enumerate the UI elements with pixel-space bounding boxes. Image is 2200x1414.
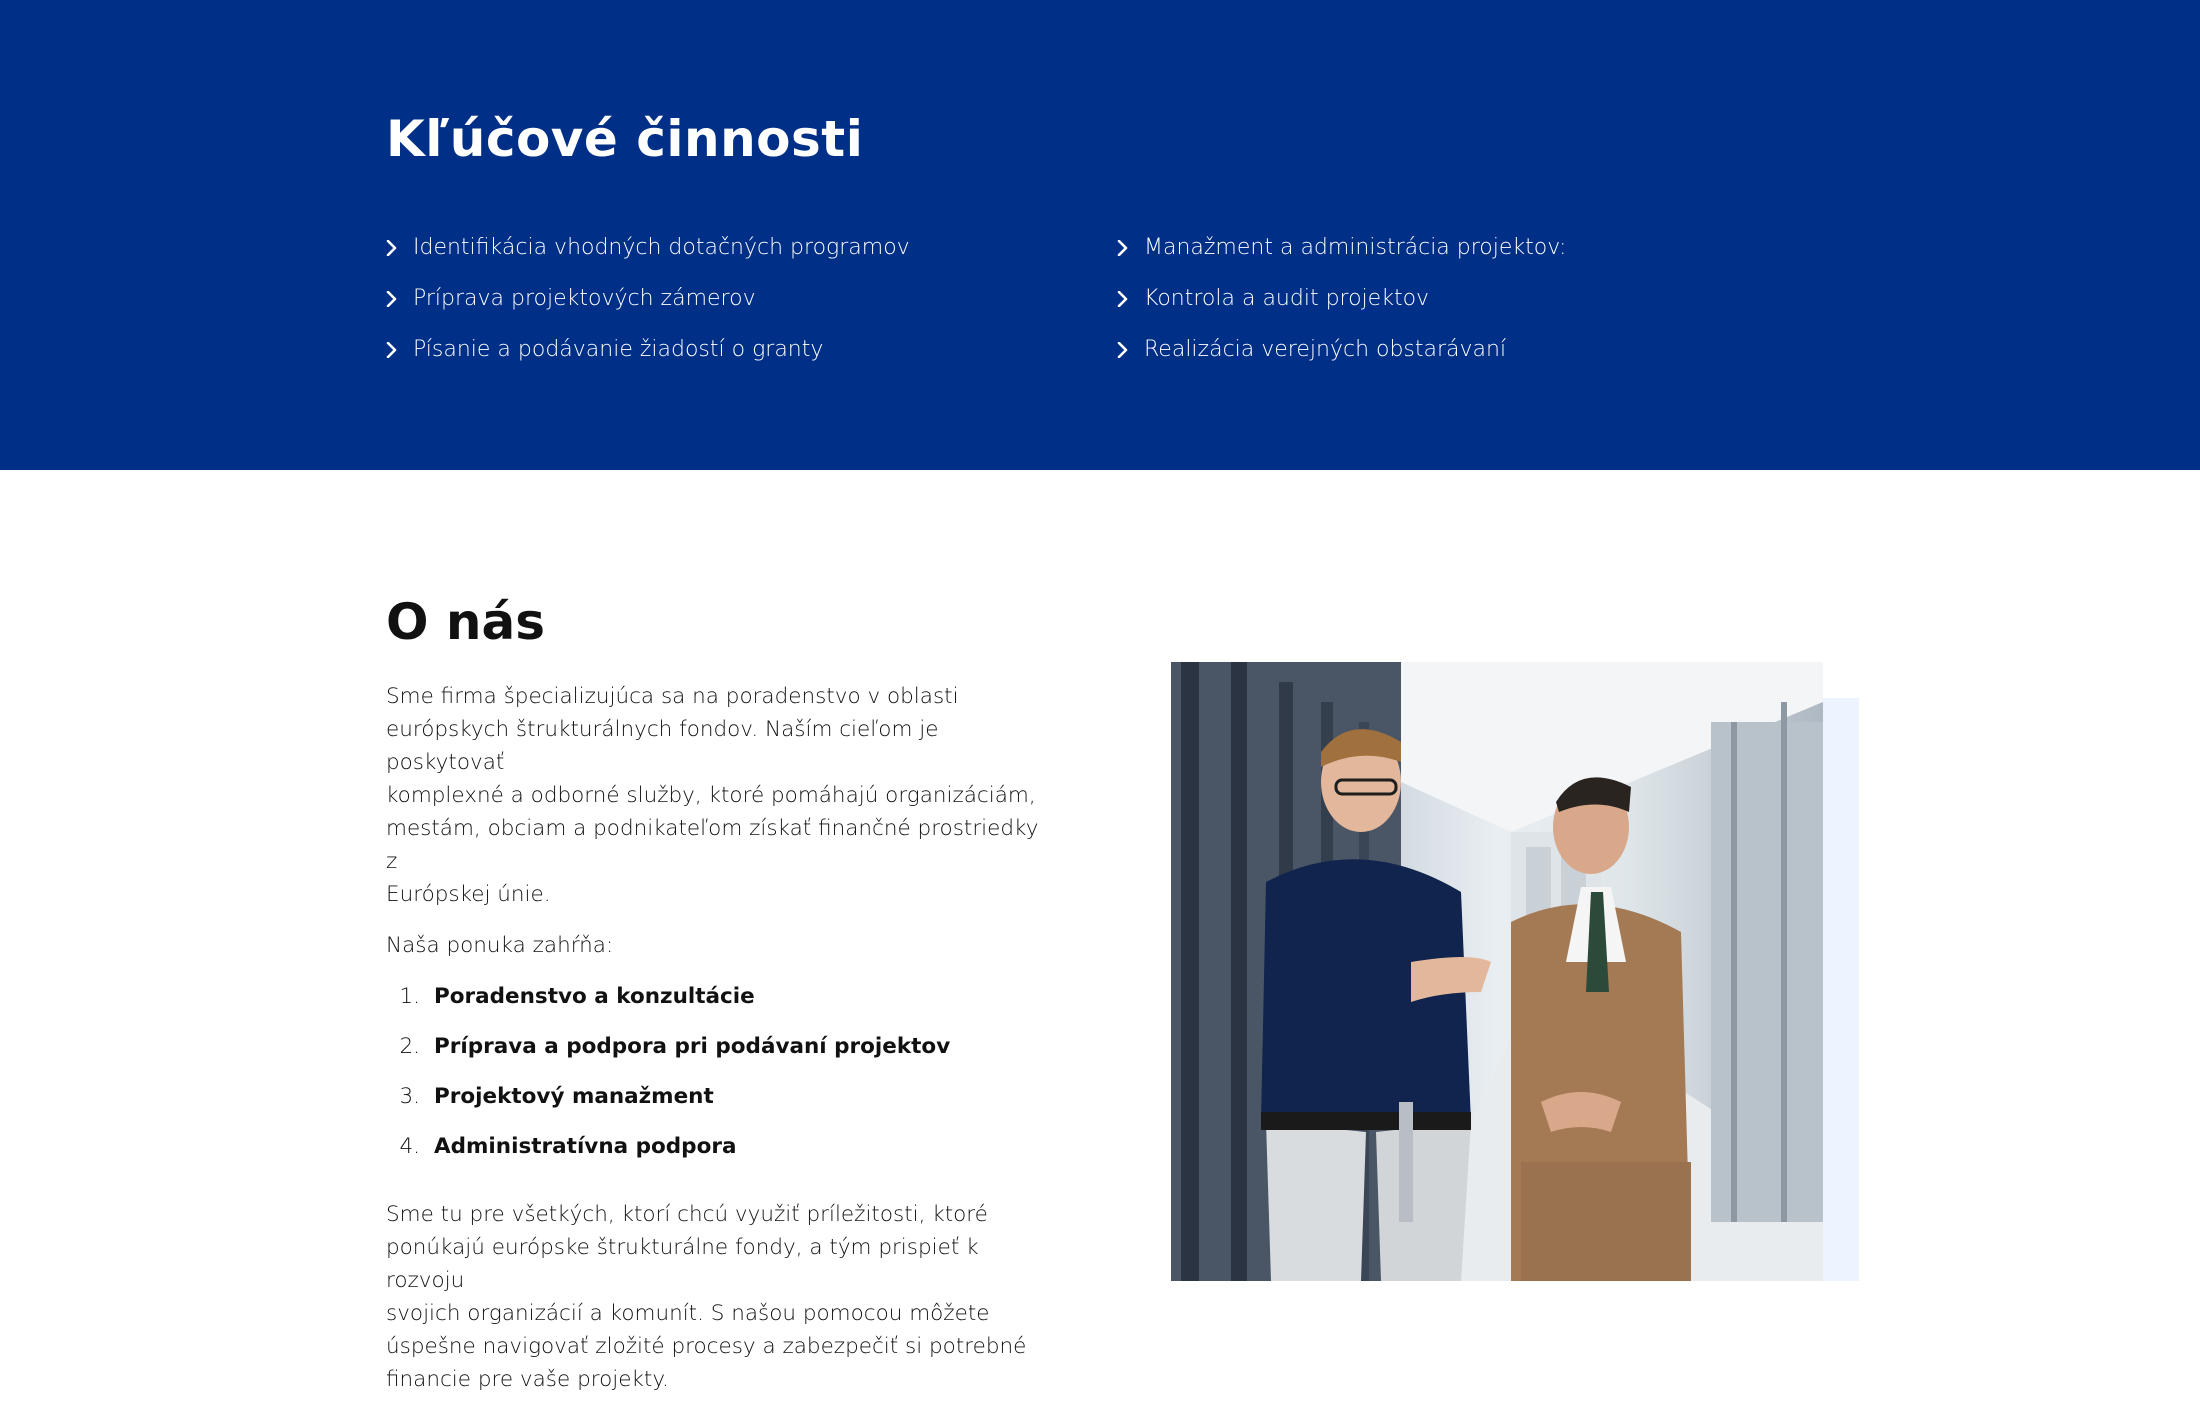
offer-item bbox=[386, 1130, 1046, 1180]
offer-item bbox=[386, 1080, 1046, 1130]
chevron-right-icon bbox=[386, 288, 413, 310]
business-meeting-photo bbox=[1171, 662, 1823, 1281]
key-activities-section bbox=[0, 0, 2200, 470]
offer-number: 3. bbox=[399, 1084, 420, 1109]
activity-item bbox=[1117, 273, 1566, 324]
chevron-right-icon bbox=[1117, 339, 1144, 361]
offer-label: Poradenstvo a konzultácie bbox=[434, 984, 755, 1009]
offer-item bbox=[386, 1030, 1046, 1080]
activity-item bbox=[386, 222, 910, 273]
offer-number: 4. bbox=[399, 1134, 420, 1159]
offer-heading: Naša ponuka zahŕňa: bbox=[386, 933, 614, 958]
activities-list-right bbox=[1117, 222, 1566, 375]
activity-item bbox=[1117, 222, 1566, 273]
chevron-right-icon bbox=[1117, 288, 1144, 310]
about-intro: Sme firma špecializujúca sa na poradenstvo v oblasti európskych štrukturálnych fondov. Naším cieľom je poskytovať komplexné a odborné služby, ktoré pomáhajú organizáciám, mestám, obciam a podnikateľom získať finančné prostriedky z Európskej únie. bbox=[386, 684, 1039, 907]
activity-label: Manažment a administrácia projektov: bbox=[1144, 235, 1567, 260]
offer-item bbox=[386, 980, 1046, 1030]
activity-label: Písanie a podávanie žiadostí o granty bbox=[413, 337, 824, 362]
offer-number: 2. bbox=[399, 1034, 420, 1059]
activity-label: Realizácia verejných obstarávaní bbox=[1144, 337, 1507, 362]
business-meeting-illustration bbox=[1171, 662, 1823, 1281]
about-section bbox=[0, 470, 2200, 1392]
about-text bbox=[386, 680, 1046, 1414]
activity-item bbox=[386, 273, 910, 324]
offer-list bbox=[386, 980, 1046, 1180]
chevron-right-icon bbox=[1117, 237, 1144, 259]
activity-label: Kontrola a audit projektov bbox=[1144, 286, 1430, 311]
activity-item bbox=[1117, 324, 1566, 375]
activities-list-left bbox=[386, 222, 910, 375]
offer-label: Príprava a podpora pri podávaní projektov bbox=[434, 1034, 951, 1059]
offer-number: 1. bbox=[399, 984, 420, 1009]
key-activities-title: Kľúčové činnosti bbox=[386, 110, 864, 168]
activity-item bbox=[386, 324, 910, 375]
about-closing: Sme tu pre všetkých, ktorí chcú využiť príležitosti, ktoré ponúkajú európske štrukturálne fondy, a tým prispieť k rozvoju svojich organizácií a komunít. S našou pomocou môžete úspešne navigovať zložité procesy a zabezpečiť si potrebné financie pre vaše projekty. bbox=[386, 1202, 1027, 1392]
offer-label: Administratívna podpora bbox=[434, 1134, 737, 1159]
activity-label: Identifikácia vhodných dotačných programov bbox=[413, 235, 910, 260]
activity-label: Príprava projektových zámerov bbox=[413, 286, 756, 311]
offer-label: Projektový manažment bbox=[434, 1084, 714, 1109]
chevron-right-icon bbox=[386, 339, 413, 361]
chevron-right-icon bbox=[386, 237, 413, 259]
about-title: O nás bbox=[386, 593, 546, 651]
